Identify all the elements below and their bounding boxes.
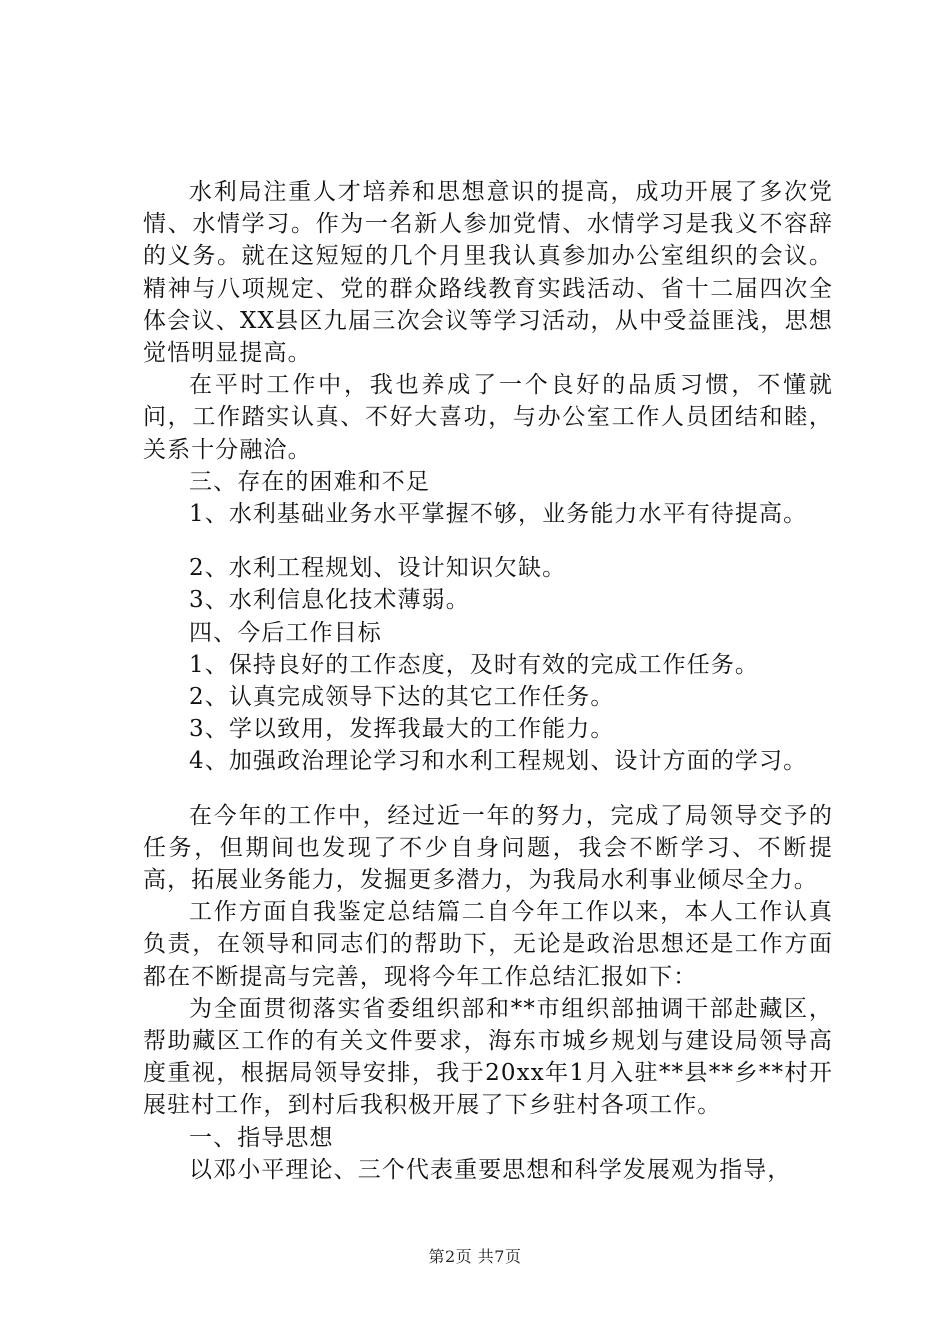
list-item-goal-3: 3、学以致用，发挥我最大的工作能力。 [189,716,615,743]
blank-line [143,778,833,800]
document-body [143,176,833,1186]
paragraph-guiding-theory: 以邓小平理论、三个代表重要思想和科学发展观为指导， [189,1156,792,1183]
heading-future-goals: 四、今后工作目标 [189,619,382,646]
list-item-difficulty-1: 1、水利基础业务水平掌握不够，业务能力水平有待提高。 [189,501,808,528]
heading-difficulties: 三、存在的困难和不足 [189,468,430,495]
paragraph-year-summary: 在今年的工作中，经过近一年的努力，完成了局领导交予的任务，但期间也发现了不少自身问题，我会不断学习、不断提高，拓展业务能力，发掘更多潜力，为我局水利事业倾尽全力。 [143,802,833,894]
list-item-goal-2: 2、认真完成领导下达的其它工作任务。 [189,684,615,711]
list-item-difficulty-3: 3、水利信息化技术薄弱。 [189,587,470,614]
list-item-difficulty-2: 2、水利工程规划、设计知识欠缺。 [189,555,567,582]
heading-guiding-ideology: 一、指导思想 [189,1124,334,1151]
paragraph-part-two-intro: 工作方面自我鉴定总结篇二自今年工作以来，本人工作认真负责，在领导和同志们的帮助下，无论是政治思想还是工作方面都在不断提高与完善，现将今年工作总结汇报如下： [143,899,833,990]
paragraph-talent-training: 水利局注重人才培养和思想意识的提高，成功开展了多次党情、水情学习。作为一名新人参加党情、水情学习是我义不容辞的义务。就在这短短的几个月里我认真参加办公室组织的会议。精神与八项规定、党的群众路线教育实践活动、省十二届四次全体会议、XX县区九届三次会议等学习活动，从中受益匪浅，思想觉悟明显提高。 [143,179,833,367]
blank-line [143,530,833,552]
list-item-goal-1: 1、保持良好的工作态度，及时有效的完成工作任务。 [189,651,760,678]
page-number-footer: 第2页 共7页 [428,1247,522,1266]
paragraph-village-work: 为全面贯彻落实省委组织部和**市组织部抽调干部赴藏区，帮助藏区工作的有关文件要求，海东市城乡规划与建设局领导高度重视，根据局领导安排，我于20xx年1月入驻**县**乡**村开展驻村工作，到村后我积极开展了下乡驻村各项工作。 [143,995,833,1119]
list-item-goal-4: 4、加强政治理论学习和水利工程规划、设计方面的学习。 [189,748,808,775]
paragraph-work-habits: 在平时工作中，我也养成了一个良好的品质习惯，不懂就问，工作踏实认真、不好大喜功，与办公室工作人员团结和睦，关系十分融洽。 [143,372,833,463]
